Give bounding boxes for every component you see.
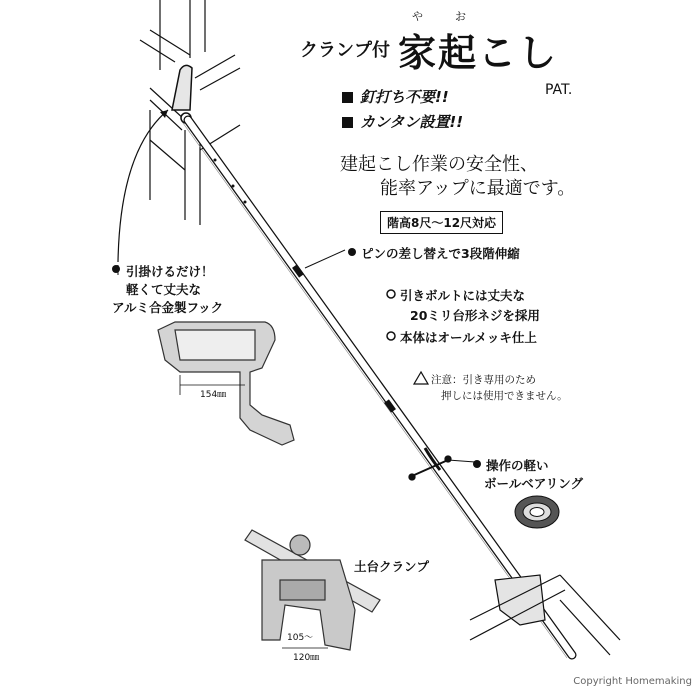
clamp-range-measure-2: 120㎜ (293, 653, 320, 663)
bearing-callout-line-2: ボールベアリング (484, 476, 584, 491)
hook-width-measure: 154㎜ (200, 390, 227, 400)
patent-mark: PAT. (545, 82, 573, 98)
pin-callout: ピンの差し替えで3段階伸縮 (361, 246, 520, 261)
clamp-range-measure-1: 105〜 (287, 633, 314, 643)
caution-line-2: 押しには使用できません。 (441, 390, 568, 402)
description-line-2: 能率アップに最適です。 (380, 178, 576, 199)
square-bullet-icon (342, 92, 353, 103)
bolt-callout-line-1: 引きボルトには丈夫な (400, 288, 526, 303)
ball-bearing-photo (515, 496, 559, 528)
feature-easy-setup (342, 111, 463, 132)
building-corner-frame (140, 0, 240, 225)
base-clamp-label: 土台クランプ (354, 559, 430, 574)
feature-text: カンタン設置!! (360, 113, 464, 131)
caution-line-1: 注意：引き専用のため (431, 374, 536, 386)
title-ruby-o: お (455, 10, 466, 23)
bottom-clamp (470, 575, 620, 655)
bearing-callout-line-1: 操作の軽い (486, 458, 549, 473)
hook-pointer-arrow (118, 110, 168, 262)
copyright-credit: Copyright Homemaking (573, 676, 692, 687)
page-title: 家起こし (398, 31, 559, 75)
hook-callout-line-3: アルミ合金製フック (112, 300, 224, 315)
caution-icon (414, 372, 428, 384)
aluminum-hook-photo (158, 322, 294, 445)
square-bullet-icon (342, 117, 353, 128)
bolt-callout-line-2: 20ミリ台形ネジを採用 (410, 308, 540, 323)
plating-callout: 本体はオールメッキ仕上 (400, 330, 537, 345)
description-line-1: 建起こし作業の安全性、 (340, 154, 538, 175)
feature-no-nails (342, 86, 449, 107)
hook-callout-line-1: 引掛けるだけ！ (126, 264, 214, 279)
top-hook (172, 65, 192, 123)
height-range-badge: 階高8尺〜12尺対応 (380, 211, 503, 234)
title-ruby-ya: や (412, 10, 423, 23)
hook-callout-line-2: 軽くて丈夫な (126, 282, 202, 297)
title-prefix: クランプ付 (300, 40, 390, 61)
feature-text: 釘打ち不要!! (360, 88, 449, 106)
